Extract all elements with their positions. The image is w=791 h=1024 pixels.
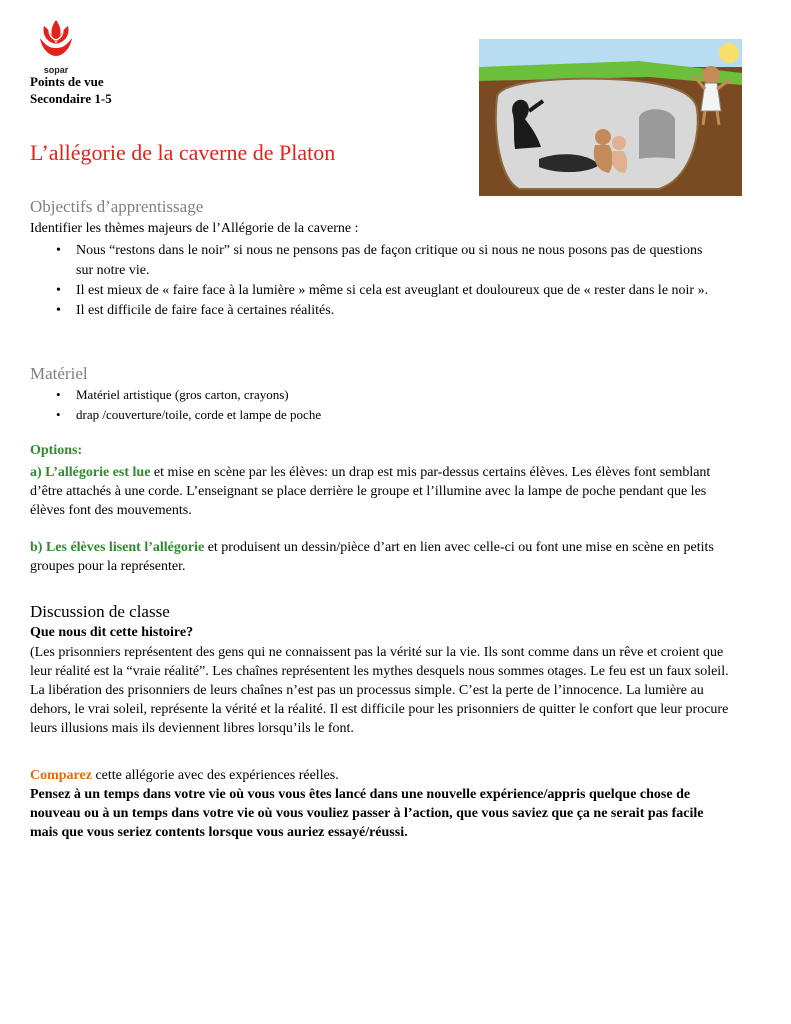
discussion-answer: (Les prisonniers représentent des gens qui ne connaissent pas la vérité sur la vie. Ils sont comme dans un rêve et croient que leur réalité est la “vraie réalité”. Les chaînes représentent les mythes desquels nous sommes otages. Le feu est un faux soleil. La libération des prisonniers de leurs chaînes n’est pas un processus simple. C’est la perte de l’innocence. La lumière au dehors, le vrai soleil, représente la vérité et la réalité. Il est difficile pour les prisonniers de quitter le confort que leur procure leurs illusions mais ils deviennent libres lorsqu’ils le font. [30, 645, 729, 736]
list-item: • Il est mieux de « faire face à la lumière » même si cela est aveuglant et douloureux que de « rester dans le noir ». [30, 281, 720, 301]
comparez-paragraph [30, 766, 730, 785]
comparez-text: cette allégorie avec des expériences réelles. [91, 768, 339, 783]
options-heading: Options: [30, 443, 83, 458]
header-line-1: Points de vue [30, 74, 104, 89]
option-b-label: b) Les élèves lisent l’allégorie [30, 540, 205, 555]
cave-illustration [479, 39, 742, 196]
list-item: • Matériel artistique (gros carton, crayons) [30, 385, 720, 405]
option-b-paragraph [30, 538, 730, 576]
header-line-2: Secondaire 1-5 [30, 91, 112, 106]
objectifs-heading: Objectifs d’apprentissage [30, 197, 204, 216]
option-a-text: et mise en scène par les élèves: un drap est mis par-dessus certains élèves. Les élèves font semblant d’être attachés à une corde. L’enseignant se place derrière le groupe et l’illumine avec la lampe de poche pendant que les élèves font des mouvements. [30, 465, 711, 518]
document-header [30, 73, 112, 107]
discussion-heading: Discussion de classe [30, 602, 170, 621]
option-b-text: et produisent un dessin/pièce d’art en lien avec celle-ci ou font une mise en scène en petits groupes pour la représenter. [30, 540, 714, 574]
discussion-question: Que nous dit cette histoire? [30, 625, 194, 640]
objectifs-intro: Identifier les thèmes majeurs de l’Allégorie de la caverne : [30, 221, 359, 236]
materiel-heading: Matériel [30, 364, 88, 383]
objectifs-list [30, 241, 720, 321]
list-item: • Nous “restons dans le noir” si nous ne pensons pas de façon critique ou si nous ne nous posons pas de questions sur notre vie. [30, 241, 720, 281]
comparez-prompt: Pensez à un temps dans votre vie où vous vous êtes lancé dans une nouvelle expérience/appris quelque chose de nouveau ou à un temps dans votre vie où vous vouliez passer à l’action, que vous saviez que ça ne serait pas facile mais que vous seriez contents lorsque vous auriez essayé/réussi. [30, 787, 704, 840]
logo-flower-icon [36, 16, 76, 60]
materiel-list [30, 385, 720, 425]
list-item: • drap /couverture/toile, corde et lampe de poche [30, 405, 720, 425]
list-item: • Il est difficile de faire face à certaines réalités. [30, 301, 720, 321]
sopar-logo [36, 16, 76, 75]
option-a-label: a) L’allégorie est lue [30, 465, 151, 480]
page-title: L’allégorie de la caverne de Platon [30, 140, 336, 165]
comparez-label: Comparez [30, 768, 92, 783]
logo-text: sopar [43, 65, 69, 75]
option-a-paragraph [30, 463, 730, 520]
